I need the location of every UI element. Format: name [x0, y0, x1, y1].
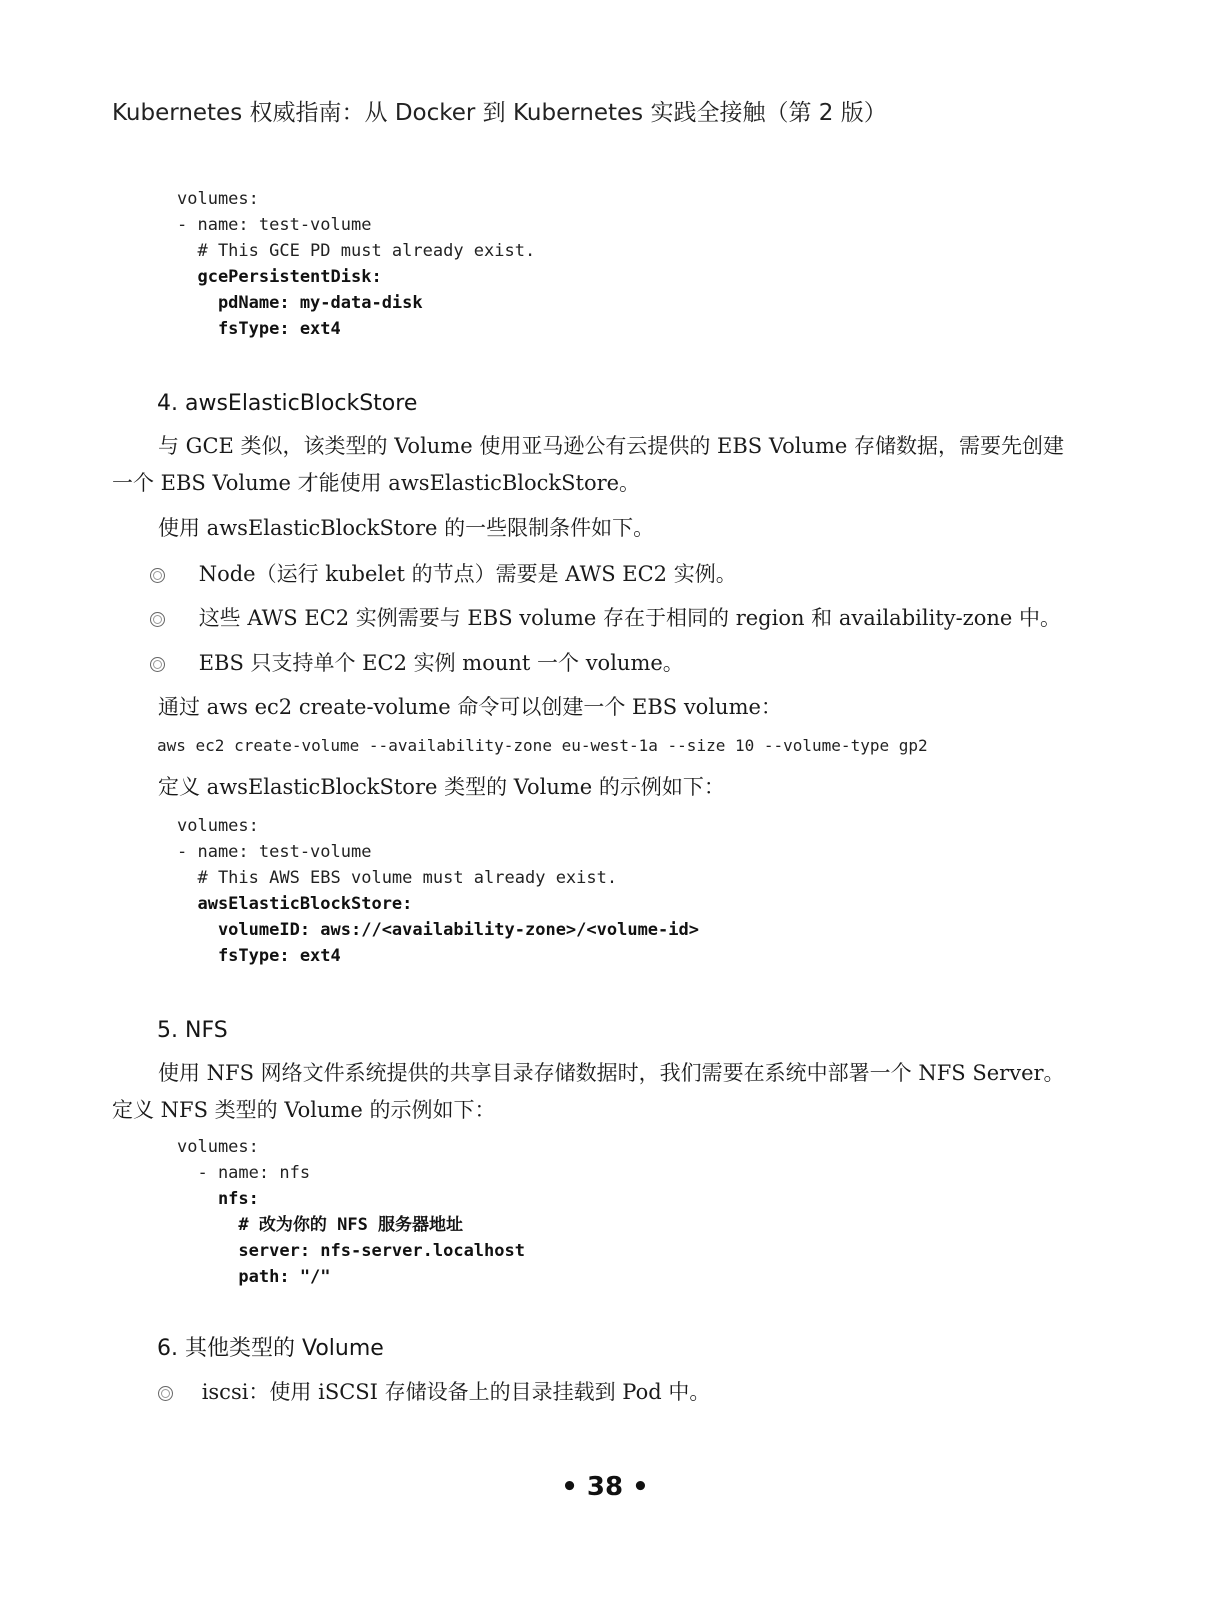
code-line: - name: test-volume	[177, 215, 372, 235]
bullet-text: iscsi：使用 iSCSI 存储设备上的目录挂载到 Pod 中。	[201, 1380, 711, 1404]
code-line: # This AWS EBS volume must already exist.	[177, 868, 618, 888]
circle-bullet-icon	[150, 612, 165, 627]
bullet-item	[158, 1377, 710, 1407]
code-line: volumes:	[177, 1137, 259, 1157]
paragraph-aws-example-intro: 定义 awsElasticBlockStore 类型的 Volume 的示例如下：	[158, 775, 725, 799]
code-line: # This GCE PD must already exist.	[177, 241, 536, 261]
circle-bullet-icon	[150, 568, 165, 583]
bullet-item	[150, 648, 684, 678]
circle-bullet-icon	[158, 1386, 173, 1401]
code-block-gce	[177, 186, 535, 342]
page-number: • 38 •	[561, 1472, 649, 1502]
code-line: # 改为你的 NFS 服务器地址	[177, 1215, 464, 1235]
bullet-item	[150, 603, 1061, 633]
section-heading-5: 5. NFS	[157, 1018, 228, 1043]
circle-bullet-icon	[150, 657, 165, 672]
code-line: volumes:	[177, 816, 259, 836]
paragraph-aws-limits-intro: 使用 awsElasticBlockStore 的一些限制条件如下。	[158, 516, 655, 540]
bullet-text: EBS 只支持单个 EC2 实例 mount 一个 volume。	[198, 651, 684, 675]
code-line: fsType: ext4	[177, 319, 341, 339]
bullet-text: 这些 AWS EC2 实例需要与 EBS volume 存在于相同的 region 和 availability-zone 中。	[198, 606, 1062, 630]
paragraph-aws-intro: 与 GCE 类似，该类型的 Volume 使用亚马逊公有云提供的 EBS Volume 存储数据，需要先创建一个 EBS Volume 才能使用 awsElasticBlockStore。	[112, 434, 1064, 495]
code-line: - name: nfs	[177, 1163, 311, 1183]
running-header: Kubernetes 权威指南：从 Docker 到 Kubernetes 实践全接触（第 2 版）	[112, 100, 887, 126]
code-line: volumeID: aws://<availability-zone>/<volume-id>	[177, 920, 699, 940]
command-create-volume: aws ec2 create-volume --availability-zone eu-west-1a --size 10 --volume-type gp2	[157, 736, 928, 755]
bullet-text: Node（运行 kubelet 的节点）需要是 AWS EC2 实例。	[198, 562, 737, 586]
code-line: volumes:	[177, 189, 259, 209]
code-block-nfs	[177, 1134, 525, 1290]
code-line: nfs:	[177, 1189, 259, 1209]
bullet-item	[150, 559, 737, 589]
paragraph-nfs-intro: 使用 NFS 网络文件系统提供的共享目录存储数据时，我们需要在系统中部署一个 NFS Server。定义 NFS 类型的 Volume 的示例如下：	[112, 1061, 1065, 1122]
code-line: - name: test-volume	[177, 842, 372, 862]
section-heading-6: 6. 其他类型的 Volume	[157, 1336, 384, 1361]
code-line: gcePersistentDisk:	[177, 267, 382, 287]
code-line: fsType: ext4	[177, 946, 341, 966]
code-line: server: nfs-server.localhost	[177, 1241, 525, 1261]
code-line: awsElasticBlockStore:	[177, 894, 413, 914]
paragraph-create-volume-intro: 通过 aws ec2 create-volume 命令可以创建一个 EBS volume：	[158, 695, 782, 719]
section-heading-4: 4. awsElasticBlockStore	[157, 391, 418, 416]
code-line: pdName: my-data-disk	[177, 293, 423, 313]
code-line: path: "/"	[177, 1267, 331, 1287]
code-block-aws	[177, 813, 699, 969]
